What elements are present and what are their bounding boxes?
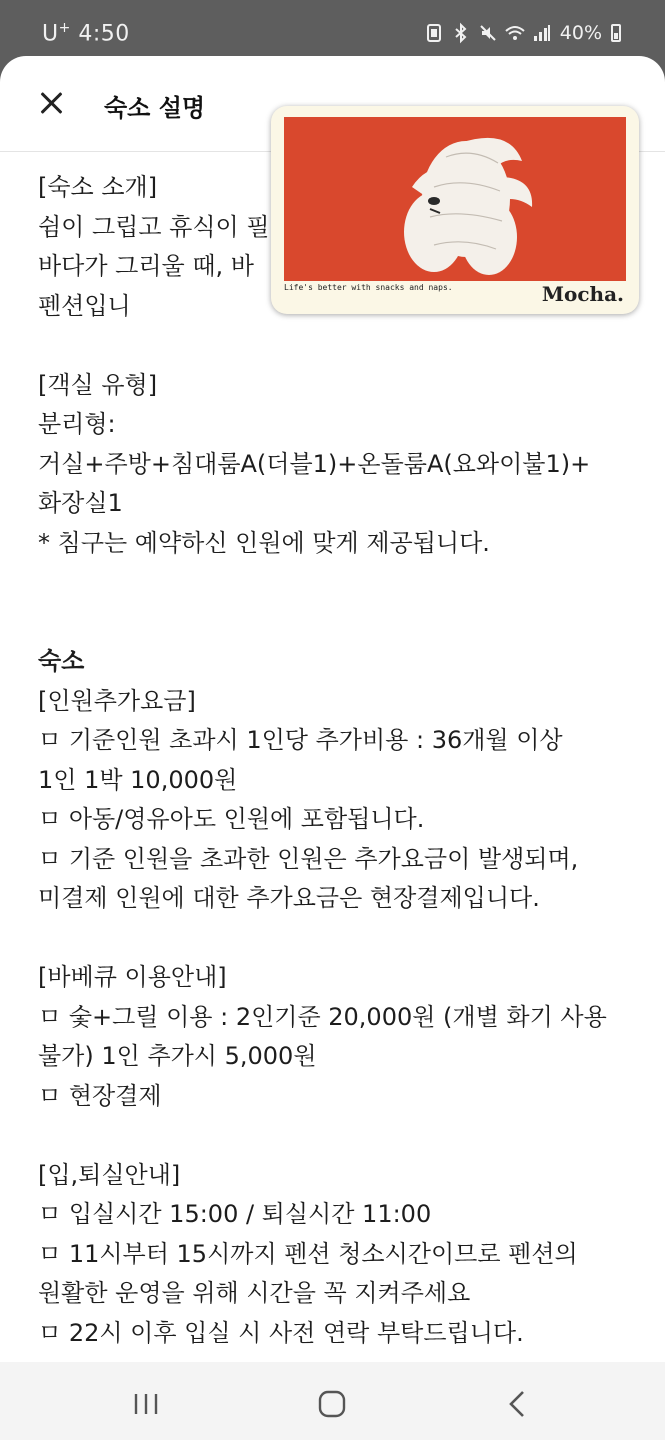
line-checkin-3: 원활한 운영을 위해 시간을 꼭 지켜주세요 — [38, 1279, 471, 1307]
line-bbq-heading: [바베큐 이용안내] — [38, 963, 227, 991]
clock: 4:50 — [78, 21, 130, 47]
line-extra-fee-1: ㅁ 기준인원 초과시 1인당 추가비용 : 36개월 이상 — [38, 726, 563, 754]
status-right — [425, 22, 621, 44]
carrier-mark: + — [58, 20, 71, 36]
description-body — [38, 168, 630, 1432]
line-room-type-1: 분리형: — [38, 410, 116, 438]
home-icon[interactable] — [312, 1384, 352, 1424]
line-checkin-2: ㅁ 11시부터 15시까지 펜션 청소시간이므로 펜션의 — [38, 1239, 578, 1268]
line-checkin-4: ㅁ 22시 이후 입실 시 사전 연락 부탁드립니다. — [38, 1318, 524, 1347]
line-intro-2: 바다가 그리울 때, 바 — [38, 252, 254, 280]
section-heading-accommodation: 숙소 — [38, 647, 85, 675]
line-extra-fee-3: ㅁ 아동/영유아도 인원에 포함됩니다. — [38, 805, 425, 833]
line-bbq-1: ㅁ 숯+그릴 이용 : 2인기준 20,000원 (개별 화기 사용 — [38, 1002, 607, 1031]
spacer — [38, 326, 630, 366]
mute-icon — [479, 24, 497, 42]
line-checkin-heading: [입,퇴실안내] — [38, 1160, 181, 1189]
line-intro-heading: [숙소 소개] — [38, 173, 158, 201]
recents-icon[interactable] — [126, 1384, 166, 1424]
line-intro-3: 펜션입니 — [38, 291, 131, 320]
line-bbq-2: 불가) 1인 추가시 5,000원 — [38, 1042, 317, 1070]
tagline: Life's better with snacks and naps. — [284, 283, 453, 292]
line-room-type-heading: [객실 유형] — [38, 370, 158, 399]
nfc-icon — [425, 24, 443, 42]
status-bar — [0, 0, 665, 60]
spacer — [38, 919, 630, 959]
navigation-bar — [0, 1362, 665, 1440]
wifi-icon — [506, 24, 524, 42]
dog-artwork-image — [284, 117, 626, 281]
page-title: 숙소 설명 — [104, 94, 206, 122]
floating-video-player[interactable] — [271, 106, 639, 314]
status-left — [42, 20, 130, 46]
line-extra-fee-5: 미결제 인원에 대한 추가요금은 현장결제입니다. — [38, 884, 540, 912]
line-room-type-4: * 침구는 예약하신 인원에 맞게 제공됩니다. — [38, 528, 490, 557]
line-extra-fee-4: ㅁ 기준 인원을 초과한 인원은 추가요금이 발생되며, — [38, 844, 579, 873]
bluetooth-icon — [452, 24, 470, 42]
line-extra-fee-heading: [인원추가요금] — [38, 686, 196, 715]
spacer — [38, 1116, 630, 1156]
battery-percent: 40% — [559, 22, 602, 44]
carrier-label: U — [42, 21, 59, 47]
signal-icon — [533, 24, 551, 42]
line-room-type-2: 거실+주방+침대룸A(더블1)+온돌룸A(요와이불1)+ — [38, 449, 591, 478]
line-intro-1: 쉼이 그립고 휴식이 필 — [38, 212, 270, 241]
brand-logo: Mocha. — [541, 282, 624, 306]
back-icon[interactable] — [498, 1384, 538, 1424]
line-extra-fee-2: 1인 1박 10,000원 — [38, 765, 238, 794]
spacer — [38, 603, 630, 643]
line-checkin-1: ㅁ 입실시간 15:00 / 퇴실시간 11:00 — [38, 1200, 432, 1228]
close-button[interactable] — [36, 88, 68, 120]
line-room-type-3: 화장실1 — [38, 489, 123, 517]
line-bbq-3: ㅁ 현장결제 — [38, 1081, 162, 1110]
spacer — [38, 563, 630, 603]
battery-icon — [611, 24, 621, 42]
